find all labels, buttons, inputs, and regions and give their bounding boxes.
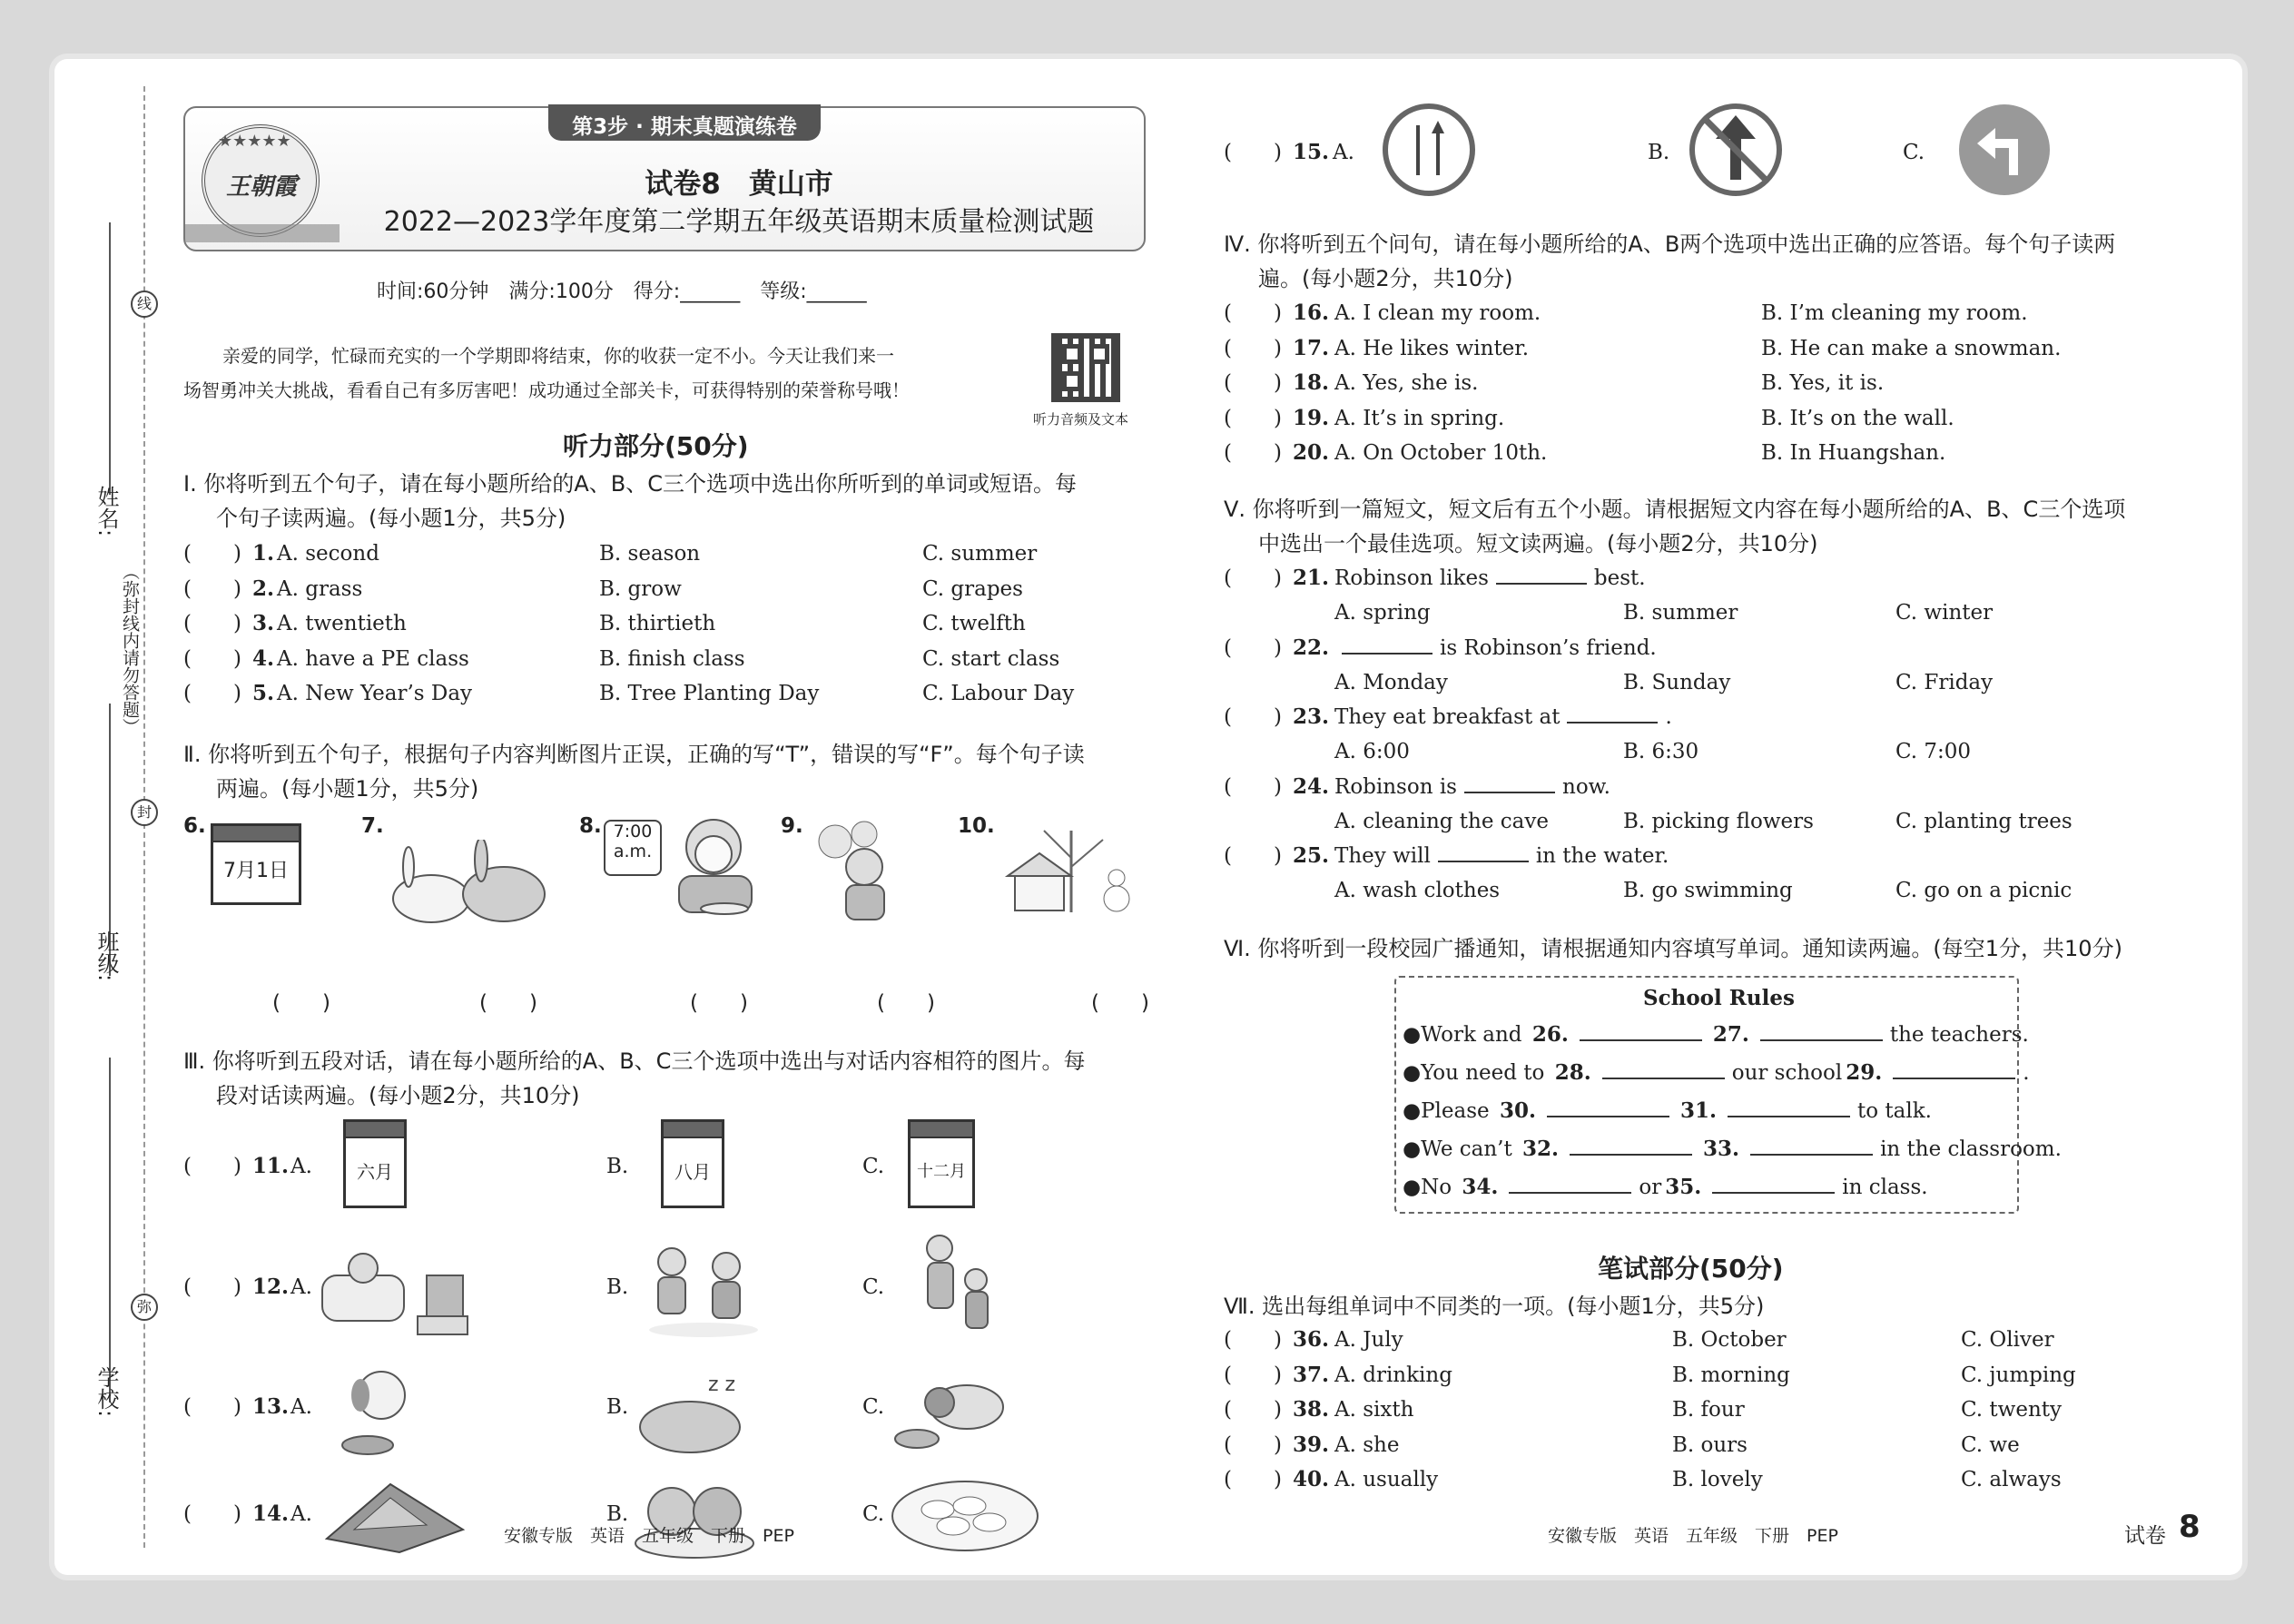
blank-number: 28.	[1554, 1060, 1591, 1085]
blank-number: 26.	[1531, 1022, 1569, 1047]
option-b: B. go swimming	[1623, 879, 1793, 902]
option-a: A. she	[1334, 1432, 1400, 1457]
option-b: B. Yes, it is.	[1761, 371, 1885, 395]
answer-blank[interactable]	[1750, 1136, 1873, 1156]
q11-opt-c: C.	[862, 1155, 885, 1178]
answer-paren[interactable]: ( )	[1224, 1363, 1282, 1387]
rule-text: in the classroom.	[1880, 1137, 2062, 1161]
q14-paren[interactable]: ( )	[183, 1502, 241, 1526]
stem-after-blank: is Robinson’s friend.	[1440, 635, 1657, 660]
stem-after-blank: best.	[1593, 566, 1646, 590]
option-c: C. summer	[922, 542, 1038, 566]
school-underline	[109, 1058, 111, 1403]
q8-answer[interactable]: ( )	[690, 991, 748, 1015]
option-b: B. He can make a snowman.	[1761, 336, 2062, 360]
logo-stars-icon: ★★★★★	[218, 132, 291, 151]
answer-paren[interactable]: ( )	[1224, 1328, 1282, 1352]
question-number: 3.	[252, 611, 275, 635]
option-b: B. finish class	[599, 646, 745, 671]
class-label: 班级:	[94, 930, 119, 982]
option-c: C. 7:00	[1895, 740, 1972, 763]
question-stem	[1334, 773, 1610, 801]
q10-number: 10.	[958, 814, 995, 838]
option-c: C. we	[1961, 1432, 2020, 1457]
option-c: C. always	[1961, 1468, 2062, 1491]
question-number: 39.	[1293, 1432, 1330, 1457]
q12-opt-a: A.	[290, 1275, 312, 1299]
intro-line-1: 亲爱的同学，忙碌而充实的一个学期即将结束，你的收获一定不小。今天让我们来一	[222, 345, 894, 367]
option-a: A. July	[1334, 1328, 1403, 1352]
page-label: 试卷	[2124, 1524, 2166, 1548]
logo-badge	[202, 124, 320, 237]
question-number: 36.	[1293, 1327, 1330, 1352]
rule-text: ●We can’t	[1403, 1137, 1520, 1161]
footer-left: 安徽专版 英语 五年级 下册 PEP	[504, 1526, 794, 1546]
question-number: 23.	[1293, 704, 1330, 729]
answer-blank[interactable]	[1728, 1097, 1850, 1117]
option-a: A. grass	[277, 576, 363, 601]
puppy-eating-picture	[331, 1359, 431, 1459]
intro-line-2: 场智勇冲关大挑战，看看自己有多厉害吧！成功通过全部关卡，可获得特别的荣誉称号哦！	[183, 379, 910, 401]
option-b: B. Sunday	[1623, 670, 1731, 694]
section1-title-line1: Ⅰ. 你将听到五个句子，请在每小题所给的A、B、C三个选项中选出你所听到的单词或短语。每	[183, 471, 1077, 497]
answer-blank[interactable]	[1580, 1021, 1702, 1041]
option-a: A. sixth	[1334, 1398, 1414, 1422]
answer-paren[interactable]: ( )	[1224, 406, 1282, 430]
mark-seal: 封	[131, 799, 158, 826]
rule-text: to talk.	[1856, 1099, 1932, 1123]
option-c: C. start class	[922, 646, 1060, 671]
option-b: B. Tree Planting Day	[599, 682, 820, 705]
answer-paren[interactable]: ( )	[1224, 844, 1282, 868]
option-a: A. usually	[1334, 1468, 1439, 1491]
question-number: 38.	[1293, 1397, 1330, 1422]
q7-answer[interactable]: ( )	[479, 991, 537, 1015]
mark-line: 线	[131, 290, 158, 318]
answer-blank[interactable]	[1712, 1174, 1835, 1194]
section1-title-line2: 个句子读两遍。(每小题1分，共5分)	[216, 506, 566, 531]
answer-blank[interactable]	[1760, 1021, 1883, 1041]
answer-paren[interactable]: ( )	[1224, 774, 1282, 799]
answer-blank[interactable]	[1496, 565, 1587, 585]
option-a: A. spring	[1334, 601, 1431, 625]
answer-blank[interactable]	[1438, 842, 1529, 862]
option-a: A. I clean my room.	[1334, 301, 1541, 325]
answer-paren[interactable]: ( )	[183, 612, 241, 635]
q15-opt-c: C.	[1903, 141, 1925, 164]
svg-text:z z: z z	[708, 1373, 736, 1396]
q14-number: 14.	[252, 1501, 290, 1526]
answer-blank[interactable]	[1567, 704, 1658, 723]
calendar-text: 7月1日	[223, 860, 289, 882]
listening-title: 听力部分(50分)	[563, 431, 749, 461]
writing-title: 笔试部分(50分)	[1598, 1254, 1784, 1284]
option-a: A. 6:00	[1334, 740, 1410, 763]
stem-before-blank: Robinson likes	[1334, 566, 1489, 590]
question-number: 1.	[252, 541, 275, 566]
option-c: C. jumping	[1961, 1363, 2076, 1387]
q15-opt-b: B.	[1648, 141, 1670, 164]
answer-paren[interactable]: ( )	[1224, 1432, 1282, 1457]
answer-blank[interactable]	[1570, 1136, 1692, 1156]
q8-number: 8.	[579, 814, 602, 838]
option-b: B. picking flowers	[1623, 809, 1814, 833]
q13-opt-b: B.	[606, 1395, 629, 1419]
option-b: B. In Huangshan.	[1761, 441, 1946, 465]
blank-number: 32.	[1522, 1137, 1560, 1161]
q9-answer[interactable]: ( )	[877, 991, 935, 1015]
stem-after-blank: .	[1665, 705, 1672, 729]
option-a: A. Monday	[1334, 670, 1448, 694]
question-number: 2.	[252, 576, 275, 601]
hiking-picture	[899, 1230, 1008, 1348]
option-c: C. Friday	[1895, 670, 1994, 694]
clock-time: 7:00	[613, 822, 653, 842]
section4-title-line1: Ⅳ. 你将听到五个问句，请在每小题所给的A、B两个选项中选出正确的应答语。每个句子读两	[1224, 231, 2116, 257]
rule-text: ●Please	[1403, 1099, 1496, 1123]
q13-opt-c: C.	[862, 1395, 885, 1419]
q12-opt-c: C.	[862, 1275, 885, 1299]
stem-before-blank: They eat breakfast at	[1334, 705, 1561, 729]
q12-number: 12.	[252, 1275, 290, 1299]
section6-title: Ⅵ. 你将听到一段校园广播通知，请根据通知内容填写单词。通知读两遍。(每空1分，共10分)	[1224, 936, 2122, 961]
answer-paren[interactable]: ( )	[1224, 635, 1282, 660]
page-number: 8	[2179, 1509, 2200, 1545]
q13-opt-a: A.	[290, 1395, 312, 1419]
dog-bowl-picture	[890, 1366, 1017, 1457]
rabbits-picture-7	[381, 840, 554, 930]
answer-blank[interactable]	[1509, 1174, 1631, 1194]
q7-number: 7.	[361, 814, 384, 838]
blank-number: 30.	[1499, 1098, 1536, 1123]
zongzi-picture	[318, 1475, 472, 1557]
answer-paren[interactable]: ( )	[183, 542, 241, 566]
answer-paren[interactable]: ( )	[1224, 1398, 1282, 1422]
question-number: 18.	[1293, 370, 1330, 395]
answer-paren[interactable]: ( )	[1224, 1468, 1282, 1491]
clock-bubble	[604, 820, 662, 876]
section2-title-line2: 两遍。(每小题1分，共5分)	[216, 776, 479, 802]
option-b: B. thirtieth	[599, 612, 716, 635]
section7-title: Ⅶ. 选出每组单词中不同类的一项。(每小题1分，共5分)	[1224, 1294, 1765, 1319]
option-b: B. October	[1672, 1328, 1787, 1352]
option-a: A. It’s in spring.	[1334, 406, 1505, 430]
option-a: A. New Year’s Day	[277, 682, 473, 705]
blank-number: 35.	[1665, 1175, 1702, 1199]
question-stem	[1334, 842, 1669, 870]
option-c: C. twelfth	[922, 612, 1026, 635]
q12-opt-b: B.	[606, 1275, 629, 1299]
question-number: 17.	[1293, 335, 1330, 360]
blank-number: 34.	[1462, 1175, 1499, 1199]
calendar-picture-6	[211, 823, 301, 905]
option-a: A. have a PE class	[277, 646, 469, 671]
girl-flowers-picture-9	[808, 814, 908, 923]
answer-paren[interactable]: ( )	[1224, 371, 1282, 395]
dancing-picture	[635, 1239, 772, 1339]
rule-text: ●No	[1403, 1176, 1459, 1199]
stem-after-blank: in the water.	[1535, 844, 1669, 868]
option-b: B. morning	[1672, 1363, 1790, 1387]
option-c: C. grapes	[922, 576, 1023, 601]
q11-paren[interactable]: ( )	[183, 1155, 241, 1178]
question-number: 40.	[1293, 1467, 1330, 1491]
option-b: B. 6:30	[1623, 740, 1699, 763]
q6-number: 6.	[183, 814, 206, 838]
answer-paren[interactable]: ( )	[1224, 441, 1282, 465]
answer-blank[interactable]	[1464, 773, 1555, 793]
question-stem	[1334, 565, 1646, 592]
q14-opt-a: A.	[290, 1502, 312, 1526]
name-underline	[109, 222, 111, 495]
qr-code	[1051, 333, 1120, 402]
mark-mi: 弥	[131, 1294, 158, 1321]
qr-caption: 听力音频及文本	[1033, 411, 1129, 428]
question-number: 37.	[1293, 1362, 1330, 1387]
logo-ribbon	[185, 224, 340, 242]
rule-text: our school	[1731, 1061, 1843, 1085]
option-c: C. planting trees	[1895, 809, 2072, 833]
q15-paren[interactable]: ( )	[1224, 141, 1282, 164]
stem-before-blank: They will	[1334, 844, 1431, 868]
snow-house-picture-10	[989, 812, 1153, 921]
question-number: 20.	[1293, 440, 1330, 465]
option-a: A. He likes winter.	[1334, 336, 1530, 360]
question-number: 21.	[1293, 566, 1330, 590]
q15-opt-a: A.	[1333, 141, 1354, 164]
q11-number: 11.	[252, 1154, 290, 1178]
question-number: 5.	[252, 681, 275, 705]
answer-blank[interactable]	[1342, 635, 1433, 655]
section5-title-line1: Ⅴ. 你将听到一篇短文，短文后有五个小题。请根据短文内容在每小题所给的A、B、C三个选项	[1224, 497, 2126, 522]
girl-eating-picture-8	[661, 811, 770, 920]
stem-after-blank: now.	[1562, 774, 1610, 799]
question-number: 16.	[1293, 300, 1330, 325]
q15-number: 15.	[1293, 140, 1330, 164]
name-label: 姓名:	[94, 486, 119, 537]
answer-paren[interactable]: ( )	[1224, 566, 1282, 590]
option-b: B. grow	[599, 576, 682, 601]
blank-number: 31.	[1679, 1098, 1717, 1123]
answer-blank[interactable]	[1893, 1059, 2015, 1079]
rules-title: School Rules	[1643, 986, 1795, 1010]
option-a: A. cleaning the cave	[1334, 809, 1549, 833]
calendar-june: 六月	[343, 1119, 407, 1208]
option-c: C. Labour Day	[922, 682, 1075, 705]
rule-line	[1403, 1059, 2033, 1087]
q10-answer[interactable]: ( )	[1091, 991, 1149, 1015]
option-a: A. twentieth	[277, 612, 407, 635]
q13-paren[interactable]: ( )	[183, 1395, 241, 1419]
answer-paren[interactable]: ( )	[183, 646, 241, 671]
rule-line	[1403, 1136, 2065, 1163]
option-a: A. Yes, she is.	[1334, 371, 1479, 395]
option-b: B. ours	[1672, 1432, 1748, 1457]
seal-note: （弥封线内请勿答题）	[120, 563, 140, 735]
question-number: 22.	[1293, 635, 1330, 660]
header-banner	[183, 106, 1146, 251]
option-a: A. wash clothes	[1334, 879, 1501, 902]
section3-title-line1: Ⅲ. 你将听到五段对话，请在每小题所给的A、B、C三个选项中选出与对话内容相符的图片。每	[183, 1048, 1086, 1074]
q11-opt-b: B.	[606, 1155, 629, 1178]
answer-paren[interactable]: ( )	[1224, 705, 1282, 729]
rule-text: ●You need to	[1403, 1061, 1551, 1085]
rule-text: ●Work and	[1403, 1023, 1529, 1047]
option-c: C. winter	[1895, 601, 1994, 625]
exam-sheet	[54, 59, 2242, 1575]
sleeping-dog-picture	[635, 1368, 753, 1459]
logo-text: 王朝霞	[225, 173, 297, 201]
q6-answer[interactable]: ( )	[272, 991, 330, 1015]
q12-paren[interactable]: ( )	[183, 1275, 241, 1299]
blank-number: 29.	[1846, 1060, 1883, 1085]
calendar-august: 八月	[661, 1119, 724, 1208]
option-b: B. I’m cleaning my room.	[1761, 301, 2028, 325]
one-way-sign-icon	[1382, 103, 1476, 197]
option-a: A. On October 10th.	[1334, 441, 1548, 465]
school-label: 学校:	[94, 1366, 119, 1418]
option-b: B. It’s on the wall.	[1761, 406, 1954, 430]
answer-blank[interactable]	[1547, 1097, 1669, 1117]
stem-before-blank: Robinson is	[1334, 774, 1457, 799]
q9-number: 9.	[781, 814, 803, 838]
answer-paren[interactable]: ( )	[183, 682, 241, 705]
footer-right: 安徽专版 英语 五年级 下册 PEP	[1548, 1526, 1838, 1546]
option-b: B. lovely	[1672, 1468, 1763, 1491]
watching-tv-picture	[318, 1239, 472, 1339]
q11-opt-a: A.	[290, 1155, 312, 1178]
paper-subtitle: 2022—2023学年度第二学期五年级英语期末质量检测试题	[383, 206, 1095, 238]
paper-title: 试卷8 黄山市	[645, 168, 833, 201]
option-c: C. twenty	[1961, 1398, 2062, 1422]
section5-title-line2: 中选出一个最佳选项。短文读两遍。(每小题2分，共10分)	[1258, 531, 1818, 556]
rule-text: or	[1639, 1176, 1662, 1199]
question-number: 25.	[1293, 843, 1330, 868]
rule-text: in class.	[1842, 1176, 1928, 1199]
option-c: C. go on a picnic	[1895, 879, 2072, 902]
turn-left-sign-icon	[1957, 103, 2052, 197]
step-label: 第3步 · 期末真题演练卷	[572, 115, 797, 139]
section4-title-line2: 遍。(每小题2分，共10分)	[1258, 266, 1513, 291]
question-number: 4.	[252, 645, 275, 671]
blank-number: 33.	[1703, 1137, 1740, 1161]
option-b: B. season	[599, 542, 701, 566]
answer-blank[interactable]	[1602, 1059, 1725, 1079]
answer-paren[interactable]: ( )	[1224, 336, 1282, 360]
dumplings-picture	[888, 1475, 1042, 1557]
option-b: B. summer	[1623, 601, 1738, 625]
q13-number: 13.	[252, 1394, 290, 1419]
question-stem	[1334, 704, 1672, 731]
rule-text: the teachers.	[1889, 1023, 2029, 1047]
option-a: A. second	[277, 542, 379, 566]
q14-opt-c: C.	[862, 1502, 885, 1526]
rule-line	[1403, 1021, 2033, 1048]
question-number: 19.	[1293, 405, 1330, 430]
rule-line	[1403, 1097, 1935, 1125]
section3-title-line2: 段对话读两遍。(每小题2分，共10分)	[216, 1083, 580, 1108]
info-line: 时间:60分钟 满分:100分 得分:______ 等级:______	[377, 281, 867, 303]
question-stem	[1334, 635, 1657, 662]
answer-paren[interactable]: ( )	[183, 576, 241, 601]
option-c: C. Oliver	[1961, 1328, 2054, 1352]
answer-paren[interactable]: ( )	[1224, 301, 1282, 325]
clock-ampm: a.m.	[613, 842, 653, 861]
q14-opt-b: B.	[606, 1502, 629, 1526]
option-b: B. four	[1672, 1398, 1745, 1422]
calendar-december: 十二月	[908, 1119, 975, 1208]
section2-title-line1: Ⅱ. 你将听到五个句子，根据句子内容判断图片正误，正确的写“T”，错误的写“F”。每个句子读	[183, 742, 1085, 767]
no-straight-sign-icon	[1689, 103, 1783, 197]
option-a: A. drinking	[1334, 1363, 1452, 1387]
rule-line	[1403, 1174, 1932, 1201]
blank-number: 27.	[1712, 1022, 1749, 1047]
rule-text: .	[2023, 1061, 2030, 1085]
question-number: 24.	[1293, 773, 1330, 799]
